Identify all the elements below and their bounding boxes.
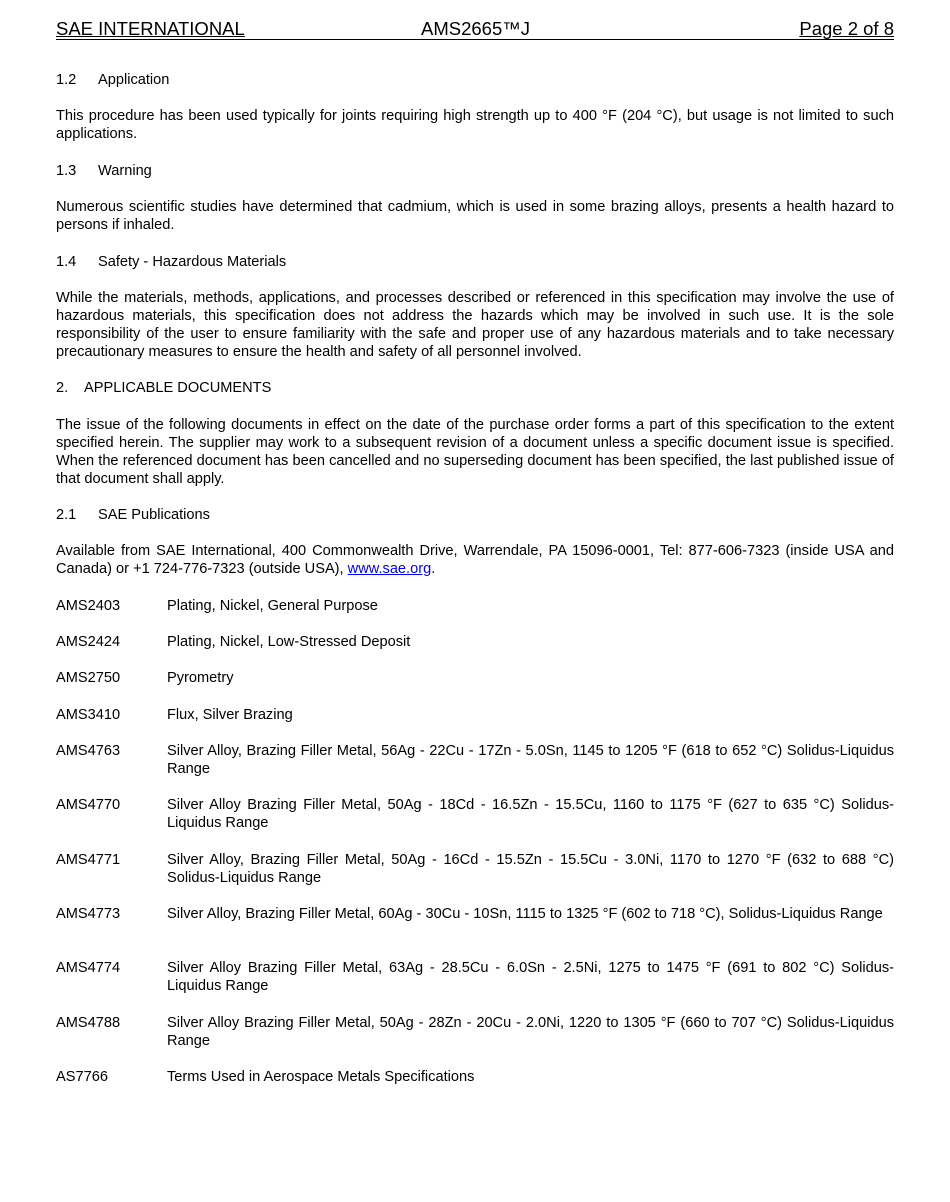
reference-title: Silver Alloy, Brazing Filler Metal, 56Ag - 22Cu - 17Zn - 5.0Sn, 1145 to 1205 °F (618 to 652 °C) Solidus-Liquidus Range [167,743,894,777]
reference-code: AMS4774 [56,960,121,976]
reference-item [56,1014,894,1050]
reference-item [56,1068,894,1086]
reference-code: AMS2424 [56,634,121,650]
reference-code: AMS4773 [56,906,121,922]
section-2-text: The issue of the following documents in effect on the date of the purchase order forms a part of this specification to the extent specified herein. The supplier may work to a subsequent revision of a document unless a specific document issue is specified. When the referenced document has been cancelled and no superseding document has been specified, the last published issue of that document shall apply. [56,417,894,487]
reference-code: AMS3410 [56,707,121,723]
reference-title: Plating, Nickel, General Purpose [167,598,378,614]
header-document-number: AMS2665™J [421,18,530,39]
reference-item [56,959,894,995]
section-title: APPLICABLE DOCUMENTS [84,380,272,396]
reference-code: AMS2403 [56,598,121,614]
section-1-3-heading [56,162,894,180]
section-1-3-text: Numerous scientific studies have determined that cadmium, which is used in some brazing alloys, presents a health hazard to persons if inhaled. [56,199,894,233]
section-title: Application [98,72,170,88]
reference-code: AMS2750 [56,670,121,686]
reference-title: Silver Alloy Brazing Filler Metal, 50Ag - 18Cd - 16.5Zn - 15.5Cu, 1160 to 1175 °F (627 to 635 °C) Solidus-Liquidus Range [167,797,894,831]
reference-item [56,669,894,687]
section-2-heading [56,379,894,397]
reference-title: Flux, Silver Brazing [167,707,293,723]
section-2-1-heading [56,506,894,524]
section-number: 2.1 [56,507,77,523]
section-number: 1.3 [56,163,77,179]
reference-code: AMS4770 [56,797,121,813]
section-1-2-heading [56,71,894,89]
page-header [56,17,894,40]
section-title: Safety - Hazardous Materials [98,254,287,270]
reference-title: Silver Alloy Brazing Filler Metal, 50Ag - 28Zn - 20Cu - 2.0Ni, 1220 to 1305 °F (660 to 707 °C) Solidus-Liquidus Range [167,1015,894,1049]
reference-title: Plating, Nickel, Low-Stressed Deposit [167,634,411,650]
reference-code: AMS4763 [56,743,121,759]
reference-title: Silver Alloy, Brazing Filler Metal, 50Ag - 16Cd - 15.5Zn - 15.5Cu - 3.0Ni, 1170 to 1270 °F (632 to 688 °C) Solidus-Liquidus Range [167,852,894,886]
reference-item [56,851,894,887]
availability-text-end: . [431,561,436,577]
section-1-4-text: While the materials, methods, applications, and processes described or referenced in this specification may involve the use of hazardous materials, this specification does not address the hazards which may be involved in such use. It is the sole responsibility of the user to ensure familiarity with the safe and proper use of any hazardous materials and to take necessary precautionary measures to ensure the health and safety of all personnel involved. [56,290,894,360]
reference-title: Terms Used in Aerospace Metals Specifications [167,1069,475,1085]
reference-code: AMS4788 [56,1015,121,1031]
section-number: 1.4 [56,254,77,270]
reference-title: Silver Alloy, Brazing Filler Metal, 60Ag - 30Cu - 10Sn, 1115 to 1325 °F (602 to 718 °C), Solidus-Liquidus Range [167,906,883,922]
section-1-4-heading [56,253,894,271]
header-page-number: Page 2 of 8 [799,18,894,39]
reference-code: AS7766 [56,1069,108,1085]
section-2-1-text [56,542,894,578]
reference-title: Pyrometry [167,670,234,686]
reference-item [56,706,894,724]
section-number: 2. [56,380,69,396]
reference-code: AMS4771 [56,852,121,868]
reference-item [56,796,894,832]
reference-title: Silver Alloy Brazing Filler Metal, 63Ag - 28.5Cu - 6.0Sn - 2.5Ni, 1275 to 1475 °F (691 to 802 °C) Solidus-Liquidus Range [167,960,894,994]
section-1-2-text: This procedure has been used typically for joints requiring high strength up to 400 °F (204 °C), but usage is not limited to such applications. [56,108,894,142]
availability-text: Available from SAE International, 400 Commonwealth Drive, Warrendale, PA 15096-0001, Tel: 877-606-7323 (inside USA and Canada) or +1 724-776-7323 (outside USA), [56,543,894,577]
reference-item [56,742,894,778]
reference-item [56,905,894,923]
section-title: SAE Publications [98,507,210,523]
reference-item [56,597,894,615]
sae-website-link[interactable]: www.sae.org [347,561,432,577]
header-organization: SAE INTERNATIONAL [56,18,245,39]
section-title: Warning [98,163,152,179]
reference-item [56,633,894,651]
section-number: 1.2 [56,72,77,88]
